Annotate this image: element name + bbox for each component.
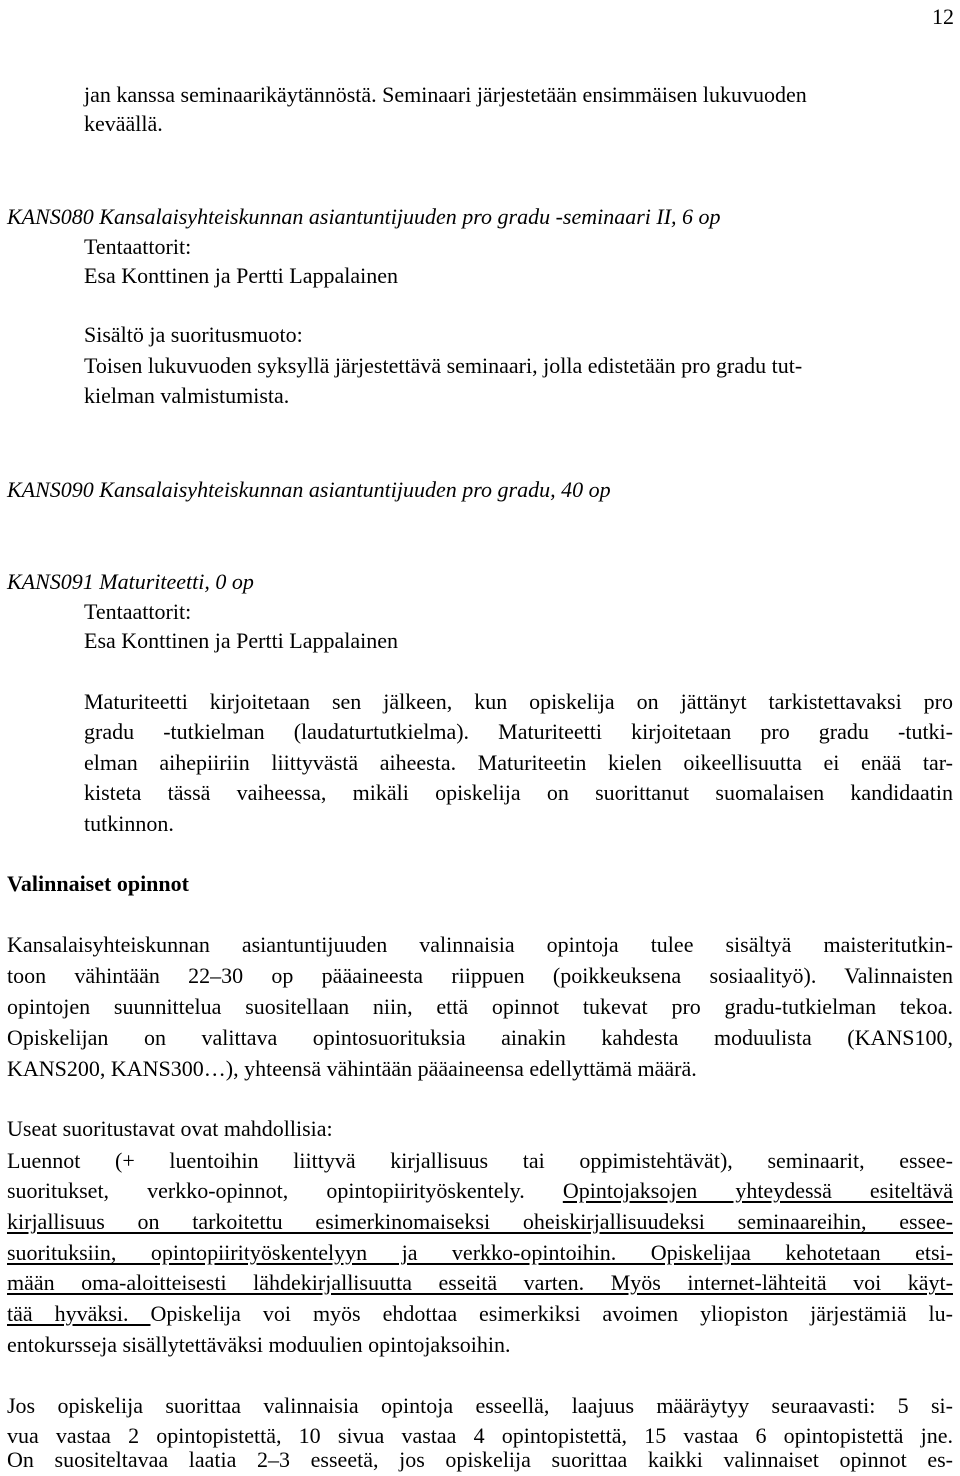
maturity-text-line: elman aihepiiriin liittyvästä aiheesta. Maturiteetin kielen oikeellisuutta ei enää tar- [84, 750, 953, 775]
methods-text-underlined-line: mään oma-aloitteisesti lähdekirjallisuutta esseitä varten. Myös internet-lähteitä voi käyt- [7, 1270, 953, 1295]
content-line: Toisen lukuvuoden syksyllä järjestettävä seminaari, jolla edistetään pro gradu tut- [84, 353, 803, 378]
methods-text-underlined-line: kirjallisuus on tarkoitettu esimerkinomaiseksi oheiskirjallisuudeksi seminaareihin, essee- [7, 1209, 953, 1234]
elective-text-line: KANS200, KANS300…), yhteensä vähintään pääaineensa edellyttämä määrä. [7, 1056, 697, 1081]
course-title-kans091: KANS091 Maturiteetti, 0 op [7, 569, 254, 594]
methods-label: Useat suoritustavat ovat mahdollisia: [7, 1116, 333, 1141]
examiners-names: Esa Konttinen ja Pertti Lappalainen [84, 263, 399, 288]
paragraph-line: keväällä. [84, 111, 163, 136]
methods-text-underlined: Opintojaksojen yhteydessä esiteltävä [562, 1178, 953, 1203]
maturity-text-line: Maturiteetti kirjoitetaan sen jälkeen, kun opiskelija on jättänyt tarkistettavaksi pro [84, 689, 953, 714]
maturity-text-line: kisteta tässä vaiheessa, mikäli opiskelija on suorittanut suomalaisen kandidaatin [84, 780, 953, 805]
course-title-kans090: KANS090 Kansalaisyhteiskunnan asiantuntijuuden pro gradu, 40 op [7, 477, 611, 502]
methods-text-line [7, 1300, 953, 1328]
content-line: kielman valmistumista. [84, 383, 290, 408]
elective-text-line: Kansalaisyhteiskunnan asiantuntijuuden valinnaisia opintoja tulee sisältyä maisteritutkin- [7, 932, 953, 957]
paragraph-line: jan kanssa seminaarikäytännöstä. Seminaari järjestetään ensimmäisen lukuvuoden [84, 82, 807, 107]
methods-text-line: entokursseja sisällytettäväksi moduulien opintojaksoihin. [7, 1332, 511, 1357]
course-title-kans080: KANS080 Kansalaisyhteiskunnan asiantuntijuuden pro gradu -seminaari II, 6 op [7, 204, 721, 229]
essay-text-line: Jos opiskelija suorittaa valinnaisia opintoja esseellä, laajuus määräytyy seuraavasti: 5 si- [7, 1393, 953, 1418]
content-label: Sisältö ja suoritusmuoto: [84, 322, 303, 347]
essay-text-line: On suositeltavaa laatia 2–3 esseetä, jos opiskelija suorittaa kaikki valinnaiset opinnot es- [7, 1447, 953, 1472]
elective-text-line: toon vähintään 22–30 op pääaineesta riippuen (poikkeuksena sosiaalityö). Valinnaisten [7, 963, 953, 988]
section-heading-elective: Valinnaiset opinnot [7, 871, 189, 896]
examiners-names: Esa Konttinen ja Pertti Lappalainen [84, 628, 399, 653]
examiners-label: Tentaattorit: [84, 599, 192, 624]
page-number: 12 [932, 4, 954, 29]
maturity-text-line: gradu -tutkielman (laudaturtutkielma). Maturiteetti kirjoitetaan pro gradu -tutki- [84, 719, 953, 744]
methods-text-plain: Opiskelija voi myös ehdottaa esimerkiksi avoimen yliopiston järjestämiä lu- [150, 1301, 953, 1326]
methods-text-plain: suoritukset, verkko-opinnot, opintopiirityöskentely. [7, 1178, 563, 1203]
methods-text-underlined: tää hyväksi. [7, 1301, 151, 1326]
essay-text-line: vua vastaa 2 opintopistettä, 10 sivua vastaa 4 opintopistettä, 15 vastaa 6 opintopistettä jne. [7, 1423, 953, 1448]
maturity-text-line: tutkinnon. [84, 811, 174, 836]
elective-text-line: opintojen suunnittelua suositellaan niin, että opinnot tukevat pro gradu-tutkielman tekoa. [7, 994, 953, 1019]
elective-text-line: Opiskelijan on valittava opintosuorituksia ainakin kahdesta moduulista (KANS100, [7, 1025, 953, 1050]
examiners-label: Tentaattorit: [84, 234, 192, 259]
methods-text-line: Luennot (+ luentoihin liittyvä kirjallisuus tai oppimistehtävät), seminaarit, essee- [7, 1148, 953, 1173]
methods-text-line [7, 1177, 953, 1205]
methods-text-underlined-line: suorituksiin, opintopiirityöskentelyyn ja verkko-opintoihin. Opiskelijaa kehotetaan etsi- [7, 1240, 953, 1265]
